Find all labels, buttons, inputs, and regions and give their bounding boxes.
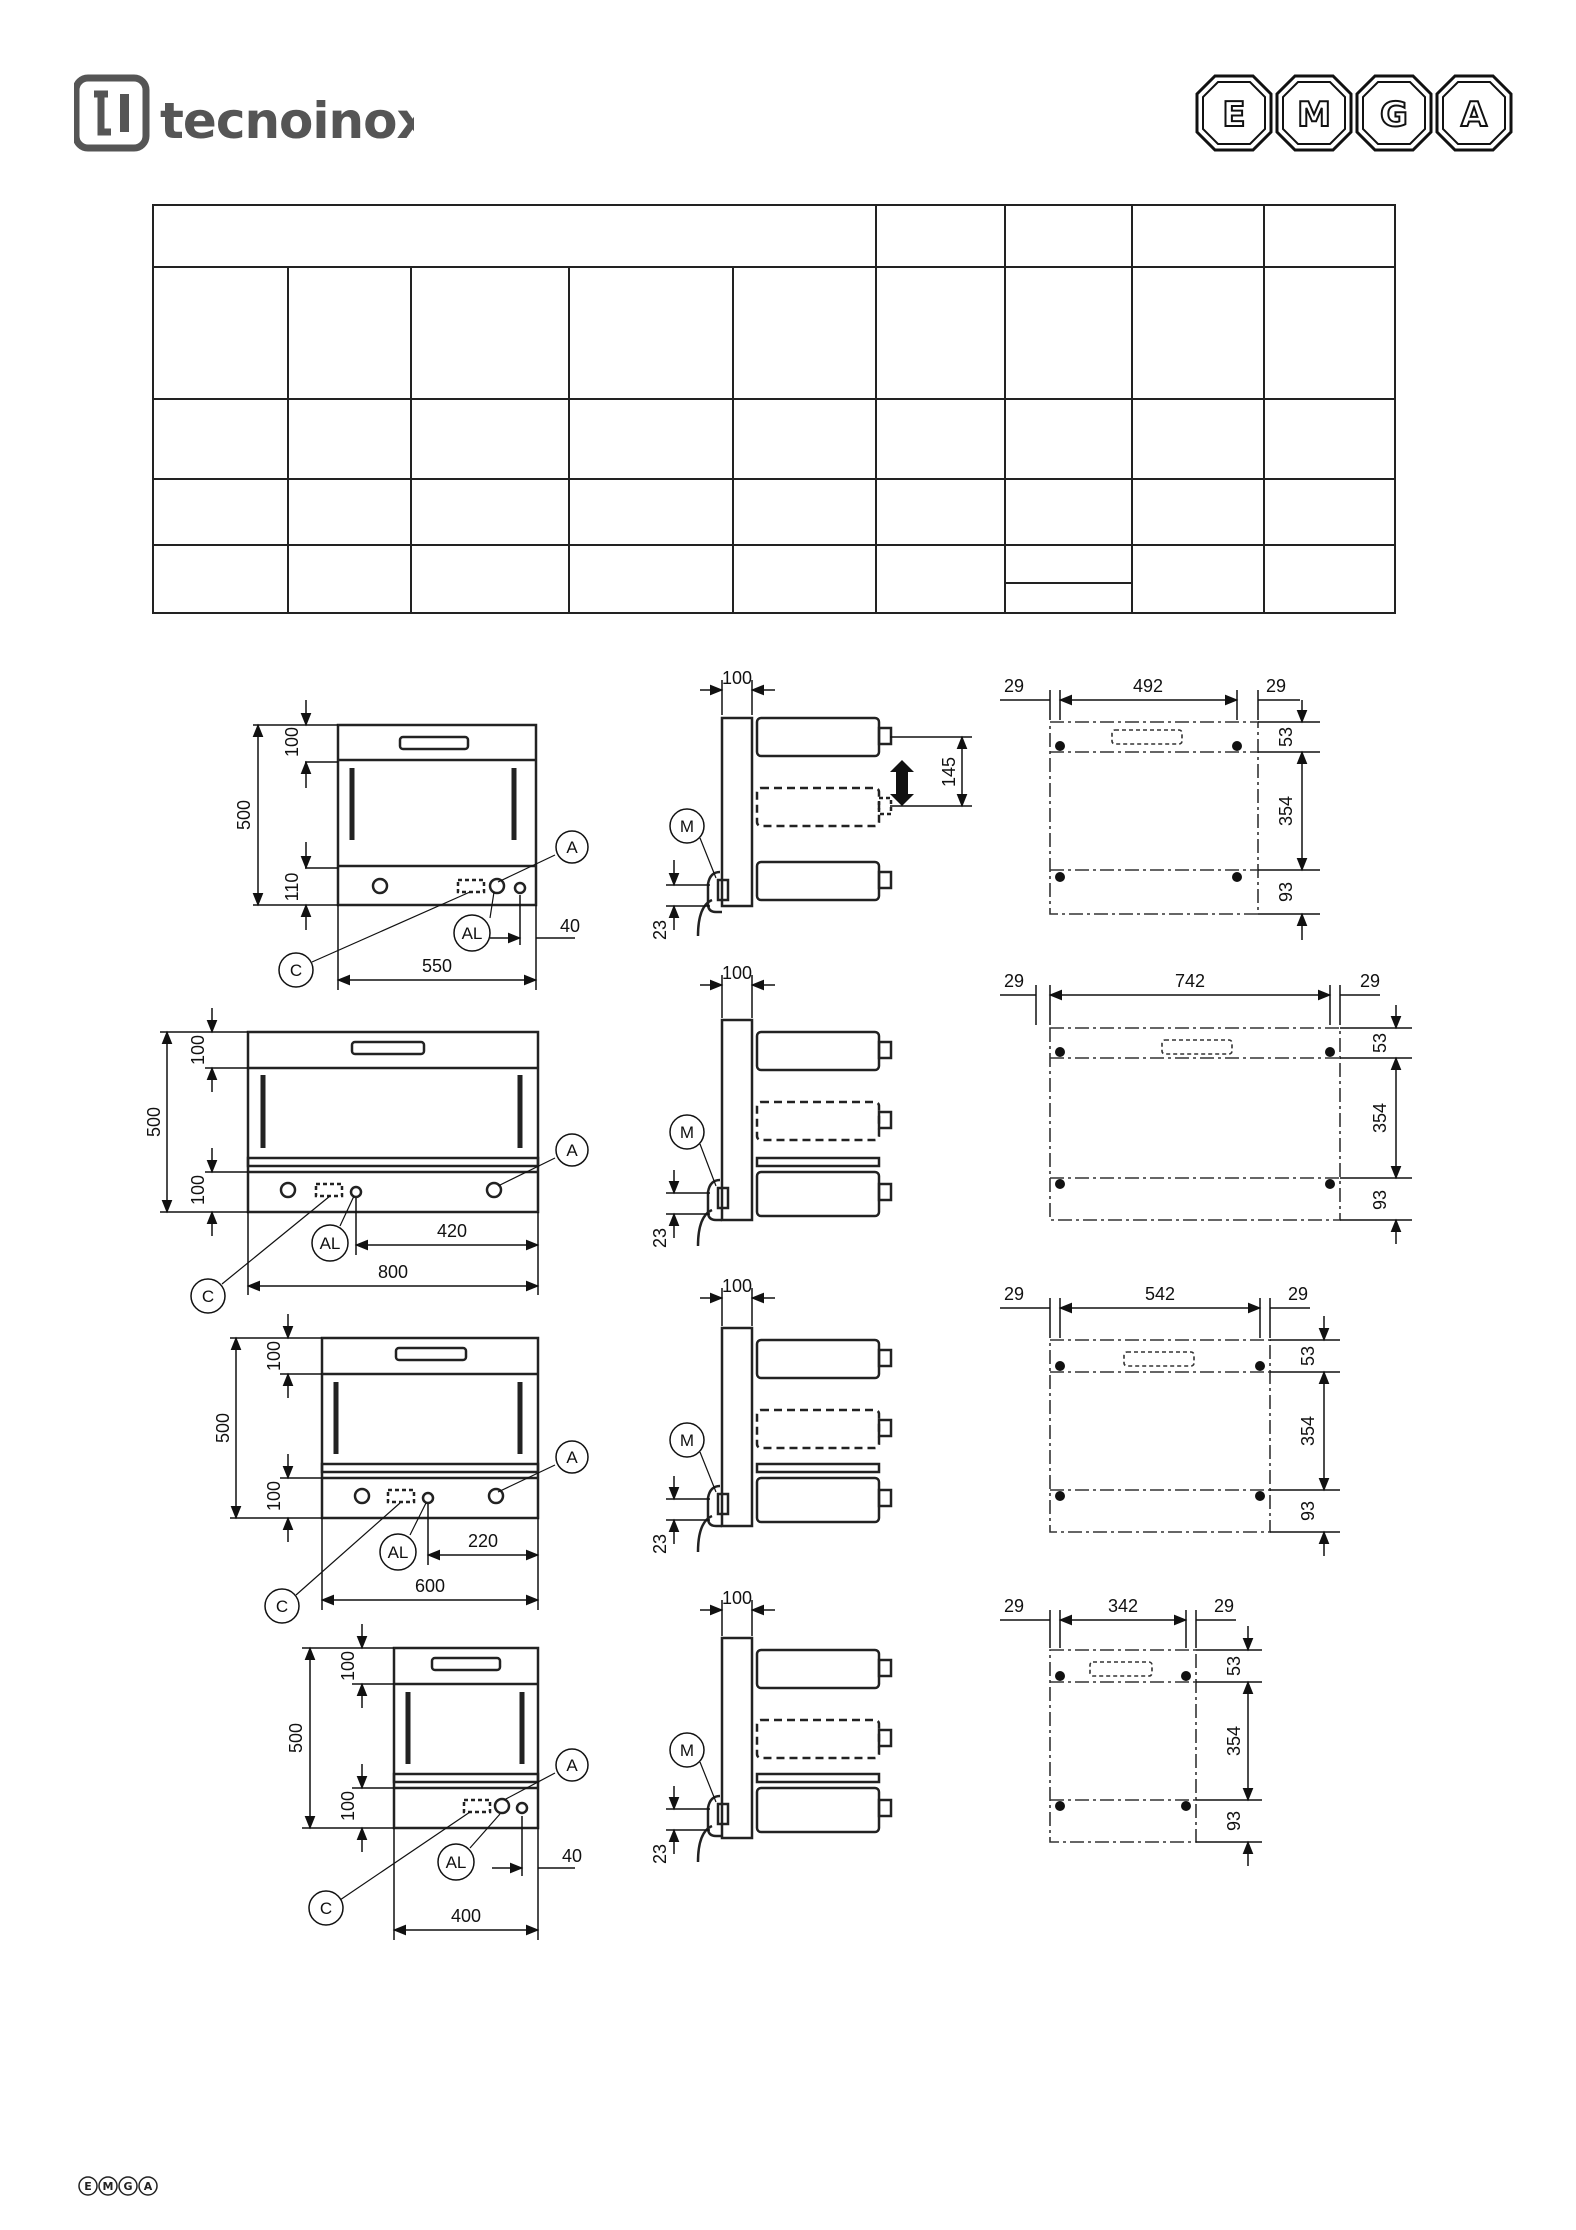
dimension-height: 500	[234, 799, 254, 831]
callout-m-600	[670, 1423, 716, 1492]
svg-text:M: M	[679, 1741, 695, 1760]
svg-text:A: A	[566, 1141, 578, 1160]
dimension-height: 500	[286, 1722, 306, 1754]
plan-mount-points-600	[1055, 1361, 1265, 1501]
dimension-depth: 100	[721, 668, 753, 688]
dimension-plan-a: 53	[1298, 1345, 1318, 1367]
emga-letter-m: M	[1297, 95, 1331, 135]
front-dims-800	[160, 1008, 538, 1295]
footer-letter-m: M	[102, 2180, 114, 2193]
dimension-base: 23	[650, 1533, 670, 1555]
callout-al-550	[454, 892, 494, 951]
dimension-plan-c: 93	[1298, 1500, 1318, 1522]
dimension-height: 500	[213, 1412, 233, 1444]
callout-m-800	[670, 1115, 716, 1186]
dimension-depth: 100	[721, 1276, 753, 1296]
dimension-plan-c: 93	[1224, 1810, 1244, 1832]
callout-al-600	[380, 1503, 426, 1570]
plan-view-600	[1050, 1340, 1270, 1532]
dimension-plan-a: 53	[1224, 1655, 1244, 1677]
callout-c-600	[265, 1503, 400, 1623]
side-view-600	[698, 1328, 891, 1552]
emga-letter-g: G	[1380, 95, 1408, 135]
plan-dims-800	[1000, 985, 1412, 1244]
dimension-top: 100	[338, 1650, 358, 1682]
svg-text:A: A	[566, 1448, 578, 1467]
plan-mount-points-550	[1055, 741, 1242, 882]
dimension-width: 550	[421, 956, 453, 976]
callout-a-800	[498, 1134, 588, 1186]
dimension-plan-b: 354	[1224, 1725, 1244, 1757]
dimension-depth: 100	[721, 963, 753, 983]
dimension-offset: 420	[436, 1221, 468, 1241]
plan-view-800	[1050, 1028, 1340, 1220]
dimension-plan-a: 53	[1370, 1032, 1390, 1054]
plan-dims-600	[1000, 1298, 1340, 1556]
svg-text:C: C	[201, 1287, 215, 1306]
plan-dims-550	[1000, 690, 1320, 940]
dimension-height: 500	[144, 1106, 164, 1138]
svg-text:C: C	[275, 1597, 289, 1616]
side-dims-400	[666, 1600, 775, 1854]
dimension-plan-b: 354	[1276, 795, 1296, 827]
svg-text:AL: AL	[319, 1234, 341, 1253]
dimension-base: 23	[650, 919, 670, 941]
dimension-plan-left: 29	[1003, 1596, 1025, 1616]
side-view-800	[698, 1020, 891, 1246]
dimension-offset: 40	[561, 1846, 583, 1866]
svg-text:AL: AL	[387, 1543, 409, 1562]
dimension-top: 100	[188, 1034, 208, 1066]
dimension-width: 600	[414, 1576, 446, 1596]
plan-mount-points-400	[1055, 1671, 1191, 1811]
callout-m-400	[670, 1733, 716, 1802]
dimension-base: 23	[650, 1227, 670, 1249]
dimension-plan-b: 354	[1370, 1102, 1390, 1134]
svg-text:A: A	[566, 838, 578, 857]
svg-text:M: M	[679, 1123, 695, 1142]
dimension-offset: 40	[559, 916, 581, 936]
svg-text:M: M	[679, 1431, 695, 1450]
plan-view-550	[1050, 722, 1258, 914]
svg-text:AL: AL	[461, 924, 483, 943]
dimension-bottom: 100	[264, 1480, 284, 1512]
callout-a-600	[498, 1441, 588, 1492]
front-view-400	[394, 1648, 538, 1828]
front-view-800	[248, 1032, 538, 1212]
dimension-plan-left: 29	[1003, 676, 1025, 696]
dimension-plan-right: 29	[1287, 1284, 1309, 1304]
dimension-plan-span: 742	[1174, 971, 1206, 991]
dimension-width: 400	[450, 1906, 482, 1926]
brand-name: tecnoinox	[160, 92, 414, 150]
dimension-bottom: 100	[338, 1790, 358, 1822]
callout-al-400	[438, 1814, 500, 1880]
svg-text:C: C	[319, 1899, 333, 1918]
dimension-base: 23	[650, 1843, 670, 1865]
front-view-600	[322, 1338, 538, 1518]
svg-text:A: A	[566, 1756, 578, 1775]
dimension-offset: 220	[467, 1531, 499, 1551]
dimension-plan-c: 93	[1276, 881, 1296, 903]
plan-dims-400	[1000, 1610, 1262, 1866]
dimension-plan-right: 29	[1265, 676, 1287, 696]
dimension-plan-c: 93	[1370, 1189, 1390, 1211]
dimension-top: 100	[264, 1340, 284, 1372]
dimension-plan-b: 354	[1298, 1415, 1318, 1447]
dimension-plan-a: 53	[1276, 726, 1296, 748]
dimension-plan-right: 29	[1213, 1596, 1235, 1616]
side-dims-600	[666, 1288, 775, 1544]
dimension-depth: 100	[721, 1588, 753, 1608]
dimension-plan-span: 492	[1132, 676, 1164, 696]
svg-text:AL: AL	[445, 1853, 467, 1872]
callout-m-550	[670, 809, 716, 878]
adjust-arrow-icon	[890, 760, 914, 806]
svg-text:C: C	[289, 961, 303, 980]
dimension-plan-left: 29	[1003, 971, 1025, 991]
dimension-plan-left: 29	[1003, 1284, 1025, 1304]
footer-letter-e: E	[84, 2180, 92, 2193]
dimension-bottom: 110	[282, 872, 302, 902]
plan-view-400	[1050, 1650, 1196, 1842]
dimension-plan-span: 342	[1107, 1596, 1139, 1616]
emga-letter-a: A	[1460, 95, 1488, 135]
dimension-width: 800	[377, 1262, 409, 1282]
side-dims-800	[666, 975, 775, 1238]
side-view-400	[698, 1638, 891, 1862]
dimension-top: 100	[282, 726, 302, 758]
footer-emga-logo	[78, 2173, 158, 2199]
plan-mount-points-800	[1055, 1047, 1335, 1189]
emga-letter-e: E	[1222, 95, 1246, 135]
footer-letter-a: A	[143, 2180, 153, 2193]
dimension-bottom: 100	[188, 1174, 208, 1206]
side-view-550	[698, 718, 891, 936]
dimension-plan-span: 542	[1144, 1284, 1176, 1304]
svg-text:M: M	[679, 817, 695, 836]
footer-letter-g: G	[123, 2180, 133, 2193]
dimension-plan-right: 29	[1359, 971, 1381, 991]
dimension-step: 145	[939, 756, 959, 788]
